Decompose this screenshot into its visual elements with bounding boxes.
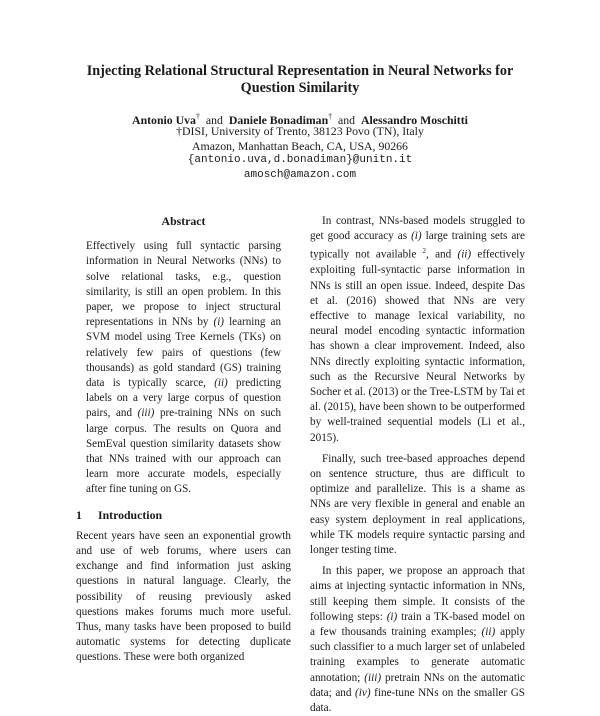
abstract-text: Effectively using full syntactic parsing information in Neural Networks (NNs) to solve relational tasks, e.g., question similarity, is still an open problem. In this paper, we propose to inject structural representations in NNs by (i) learning an SVM model using Tree Kernels (TKs) on relatively few pairs of questions (few thousands) as gold standard (GS) training data is typically scarce, (ii) predicting labels on a very large corpus of question pairs, and (iii) pre-training NNs on such large corpus. The results on Quora and SemEval question similarity datasets show that NNs trained with our approach can learn more accurate models, especially after fine tuning on GS. bbox=[86, 240, 282, 496]
paragraph-nn-models: In contrast, NNs-based models struggled to get good accuracy as (i) large training sets are typically not available $^2$, and (ii) effectively exploiting full-syntactic parse information in NNs is still an open issue. Indeed, despite Das et al. (2016) showed that NNs are very effective to manage lexical variability, no neural model encoding syntactic information has shown a clear improvement. Indeed, also NNs directly exploiting syntactic information, such as the Recursive Neural Networks by Socher et al. (2013) or the Tree-LSTM by Tai et al. (2015), have been shown to be outperformed by well-trained sequential models (Li et al., 2015). bbox=[310, 215, 526, 444]
email-unitn: {antonio.uva,d.bonadiman}@unitn.it bbox=[187, 154, 413, 166]
author-moschitti: Alessandro Moschitti bbox=[361, 112, 468, 127]
intro-paragraph: Recent years have seen an exponential growth and use of web forums, where users can exchange and find information just asking questions in natural language. Clearly, the possibility of reusing previously asked questions makes forums much more useful. Thus, many tasks have been proposed to build automatic systems for detecting duplicate questions. These were both organized bbox=[76, 529, 291, 664]
section-number: 1 bbox=[76, 507, 82, 522]
right-column bbox=[310, 214, 525, 716]
author-and-1: and bbox=[205, 112, 223, 127]
affiliation-disi: †DISI, University of Trento, 38123 Povo (TN), Italy bbox=[176, 124, 424, 138]
author-uva: Antonio Uva bbox=[132, 112, 196, 127]
author-and-2: and bbox=[338, 112, 356, 127]
affiliations bbox=[60, 124, 540, 182]
author-bonadiman: Daniele Bonadiman bbox=[228, 112, 329, 127]
paper-title: Injecting Relational Structural Representation in Neural Networks for Question Similarity bbox=[86, 63, 514, 96]
author-uva-mark: † bbox=[195, 112, 200, 121]
email-amazon: amosch@amazon.com bbox=[243, 168, 357, 181]
paragraph-approach: In this paper, we propose an approach that aims at injecting syntactic information in NNs, still keeping them simple. It consists of the following steps: (i) train a TK-based model on a few thousands training examples; (ii) apply such classifier to a much larger set of unlabeled training examples to generate automatic annotation; (iii) pretrain NNs on the automatic data; and (iv) fine-tune NNs on the smaller GS data. bbox=[310, 565, 526, 715]
footnote-mark: 2 bbox=[422, 247, 427, 256]
section-title: Introduction bbox=[98, 507, 163, 522]
section-heading-introduction bbox=[76, 508, 291, 523]
paragraph-tree-based: Finally, such tree-based approaches depend on sentence structure, thus are difficult to optimize and parallelize. This is a shame as NNs are very flexible in general and enable an easy system deployment in real applications, while TK models require syntactic parsing and longer testing time. bbox=[310, 452, 525, 556]
author-bonadiman-mark: † bbox=[328, 112, 333, 121]
affiliation-amazon: Amazon, Manhattan Beach, CA, USA, 90266 bbox=[192, 138, 408, 153]
left-column bbox=[76, 214, 291, 666]
abstract-heading: Abstract bbox=[161, 214, 206, 228]
